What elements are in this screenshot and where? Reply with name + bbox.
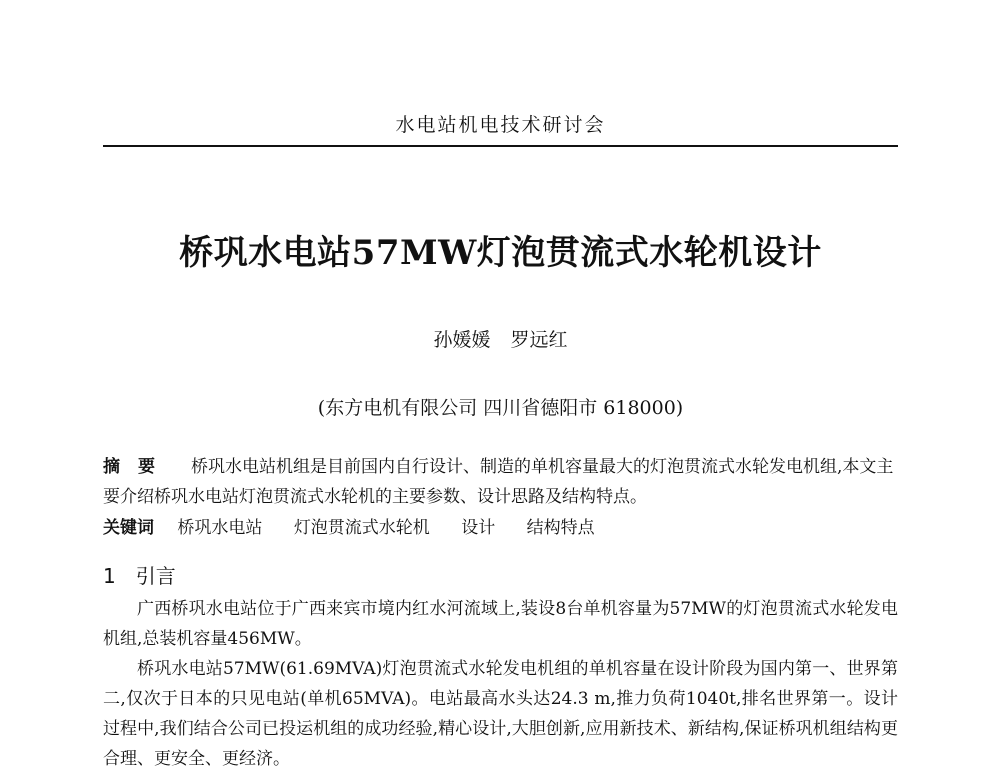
keywords-label: 关键词	[103, 518, 154, 538]
affiliation: (东方电机有限公司 四川省德阳市 618000)	[317, 397, 684, 419]
paper-title: 桥巩水电站57MW灯泡贯流式水轮机设计	[179, 233, 822, 273]
running-header: 水电站机电技术研讨会	[395, 114, 606, 136]
abstract	[103, 452, 898, 512]
keyword: 设计	[461, 518, 496, 538]
keyword: 灯泡贯流式水轮机	[293, 518, 430, 538]
body-paragraph: 广西桥巩水电站位于广西来宾市境内红水河流域上,装设8台单机容量为57MW的灯泡贯流式水轮发电机组,总装机容量456MW。	[103, 599, 898, 649]
keywords	[103, 513, 898, 543]
section-number: 1	[103, 564, 116, 588]
header-rule	[103, 145, 898, 147]
section-heading	[103, 560, 176, 589]
authors: 孙媛媛 罗远红	[433, 329, 568, 351]
keyword: 结构特点	[526, 518, 595, 538]
keyword: 桥巩水电站	[177, 518, 263, 538]
body-paragraph: 桥巩水电站57MW(61.69MVA)灯泡贯流式水轮发电机组的单机容量在设计阶段为国内第一、世界第二,仅次于日本的只见电站(单机65MVA)。电站最高水头达24.3 m,推力负荷1040t,排名世界第一。设计过程中,我们结合公司已投运机组的成功经验,精心设计,大胆创新,应用新技术、新结构,保证桥巩机组结构更合理、更安全、更经济。	[103, 659, 898, 769]
section-body	[103, 594, 898, 774]
section-title: 引言	[135, 564, 176, 588]
abstract-text: 桥巩水电站机组是目前国内自行设计、制造的单机容量最大的灯泡贯流式水轮发电机组,本文主要介绍桥巩水电站灯泡贯流式水轮机的主要参数、设计思路及结构特点。	[103, 457, 894, 507]
abstract-label: 摘要	[103, 457, 173, 477]
